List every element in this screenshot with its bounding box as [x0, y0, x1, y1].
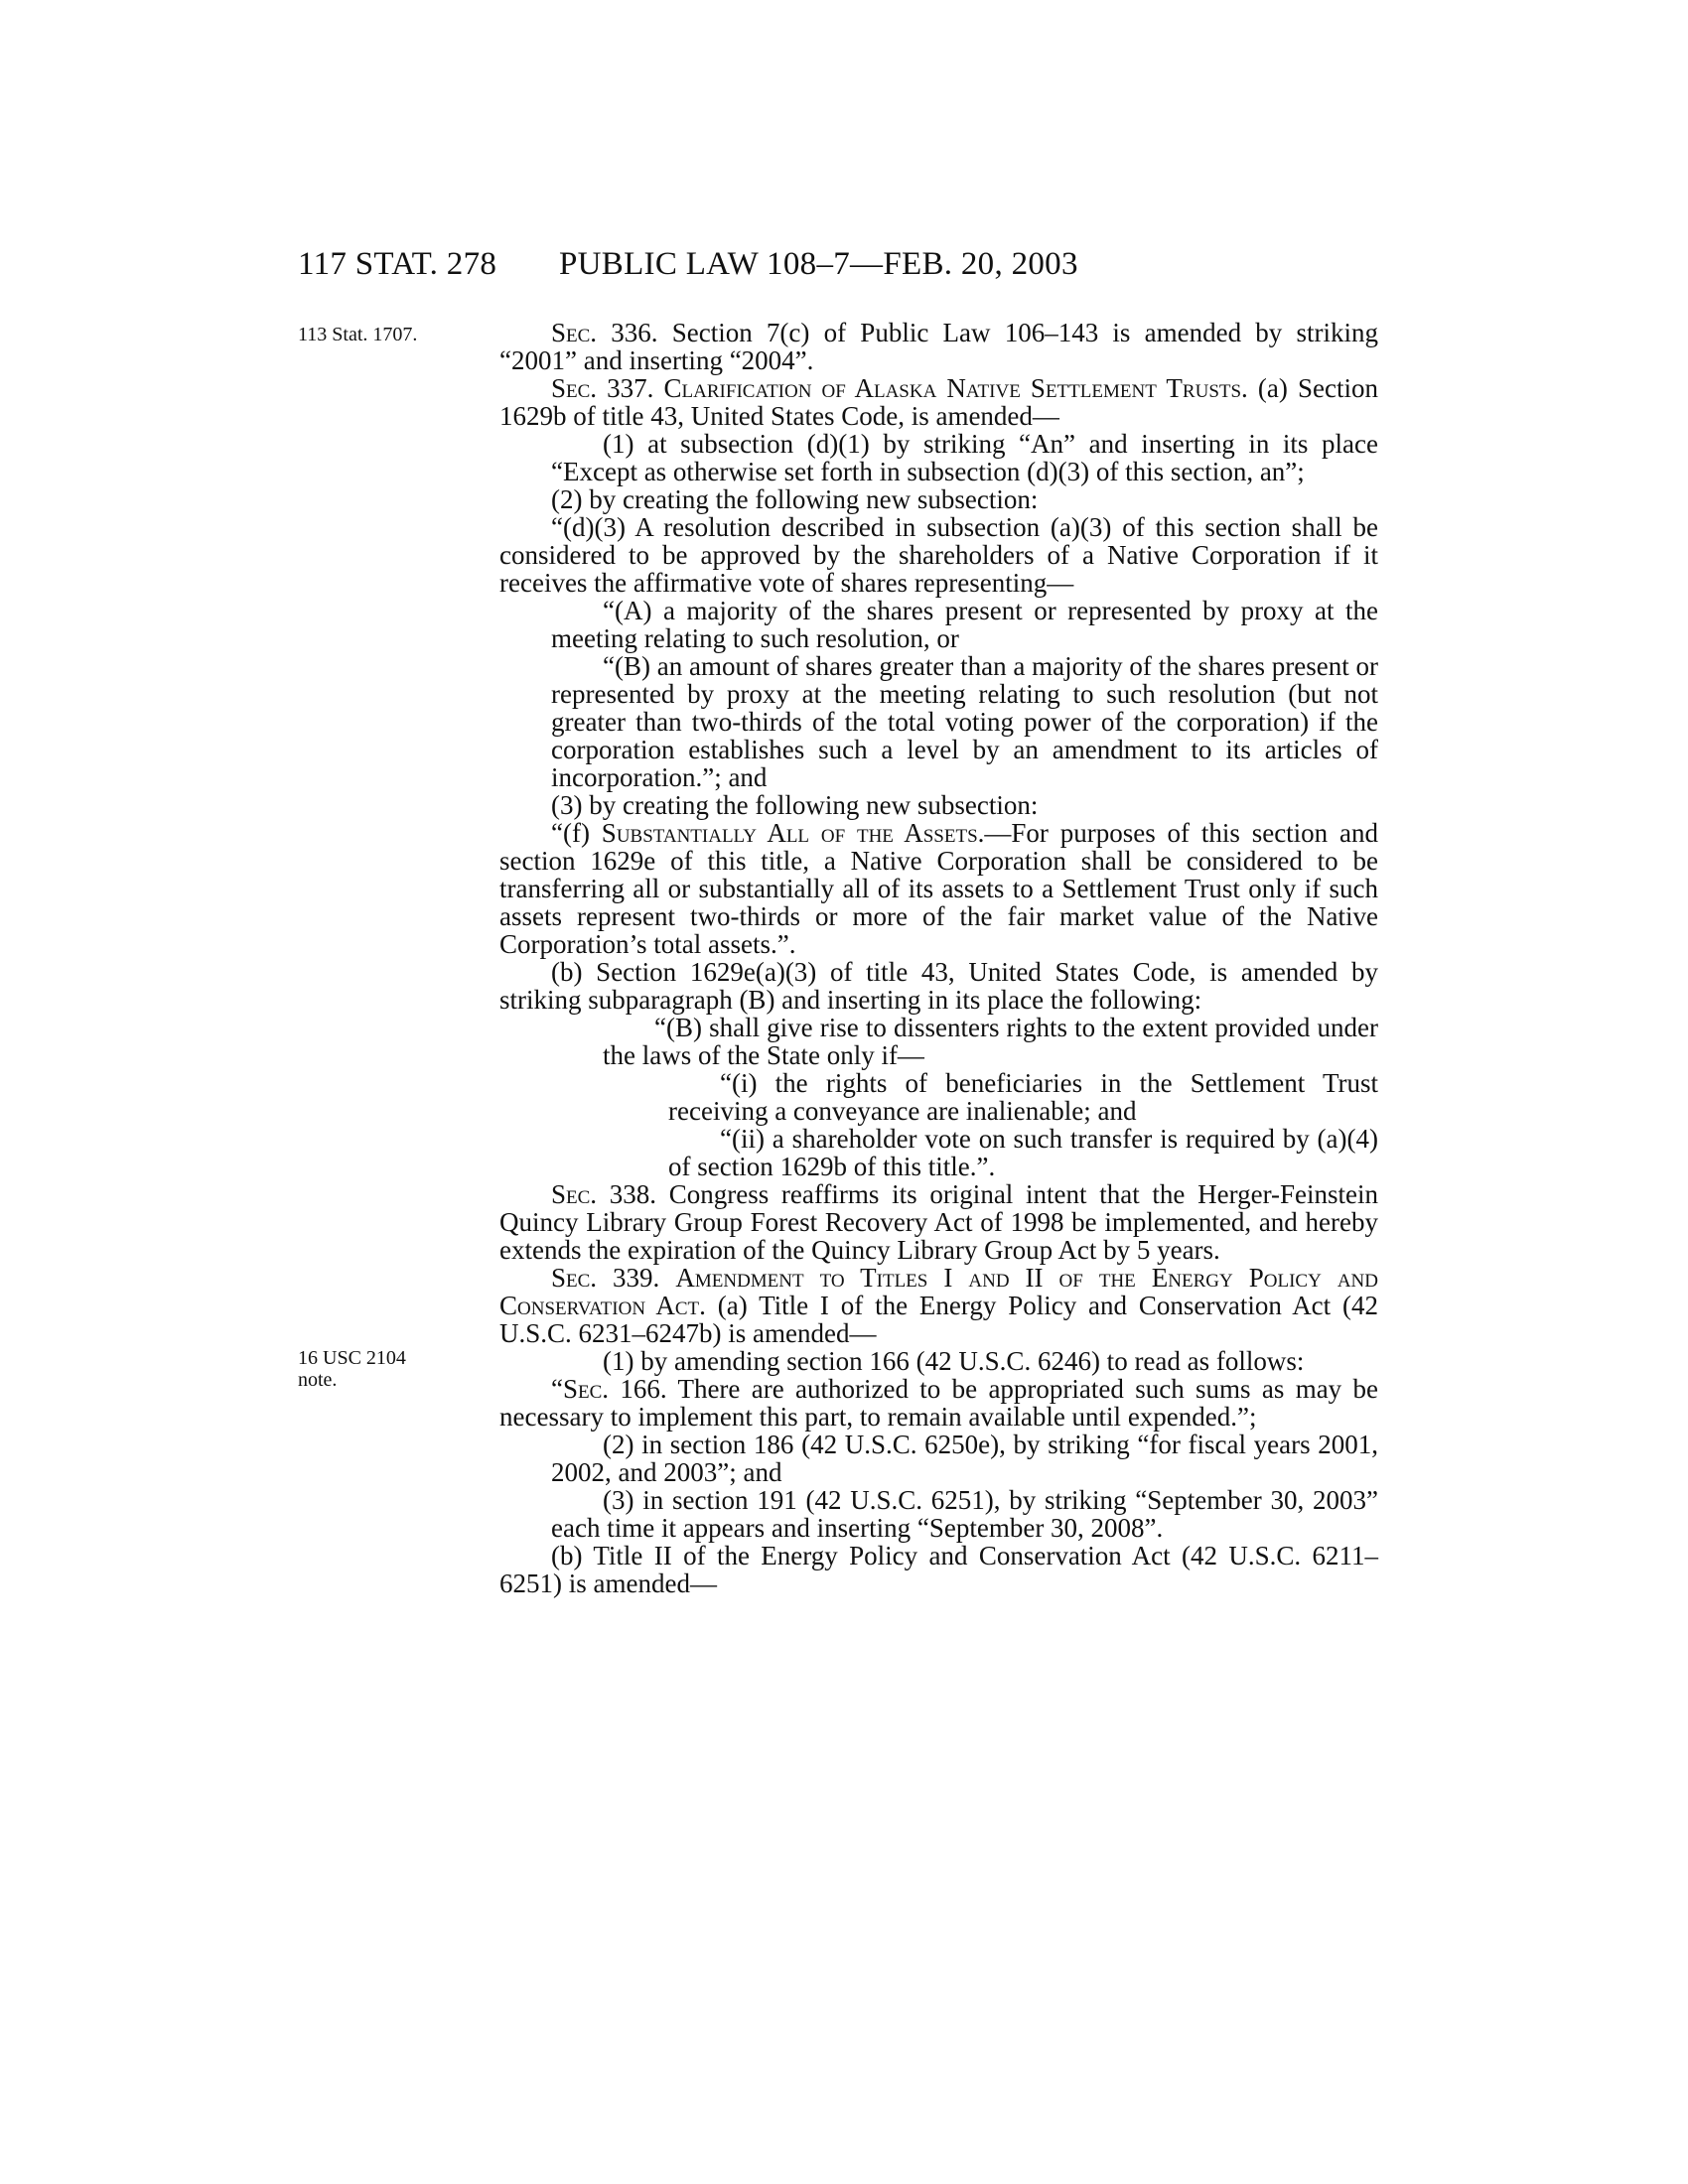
- paragraph: [499, 1375, 1378, 1431]
- clause: “(i) the rights of beneficiaries in the Settlement Trust receiving a conveyance are inalienable; and: [668, 1068, 1378, 1126]
- page-stat-citation: 117 STAT. 278: [298, 246, 497, 282]
- section-label: Sec. 339.: [551, 1263, 660, 1293]
- section-heading: Clarification of Alaska Native Settlement Trusts.: [663, 373, 1248, 403]
- document-body: [499, 319, 1378, 1597]
- paragraph: (b) Section 1629e(a)(3) of title 43, United States Code, is amended by striking subparagraph (B) and inserting in its place the following:: [499, 957, 1378, 1015]
- paragraph: (b) Title II of the Energy Policy and Conservation Act (42 U.S.C. 6211–6251) is amended—: [499, 1541, 1378, 1598]
- paragraph: (3) by creating the following new subsection:: [551, 790, 1039, 820]
- text: “(f): [551, 818, 602, 848]
- paragraph: [499, 819, 1378, 958]
- section-text: (a) Title I of the Energy Policy and Conservation Act (42 U.S.C. 6231–6247b) is amended—: [499, 1291, 1378, 1348]
- section-label: Sec. 337.: [551, 373, 654, 403]
- section-label: Sec. 338.: [551, 1179, 657, 1209]
- paragraph: (3) in section 191 (42 U.S.C. 6251), by striking “September 30, 2003” each time it appears and inserting “September 30, 2008”.: [551, 1485, 1378, 1543]
- section-text: (a) Section 1629b of title 43, United States Code, is amended—: [499, 373, 1379, 431]
- margin-note-stat-reference: 113 Stat. 1707.: [298, 324, 418, 345]
- paragraph: (2) by creating the following new subsection:: [551, 484, 1039, 514]
- section-text: Section 7(c) of Public Law 106–143 is amended by striking “2001” and inserting “2004”.: [499, 318, 1379, 375]
- subparagraph: “(A) a majority of the shares present or represented by proxy at the meeting relating to such resolution, or: [551, 596, 1378, 653]
- paragraph: (2) in section 186 (42 U.S.C. 6250e), by striking “for fiscal years 2001, 2002, and 2003”; and: [551, 1430, 1378, 1487]
- section-label: Sec. 166.: [562, 1374, 667, 1404]
- section-label: Sec. 336.: [551, 318, 658, 347]
- section-text: Congress reaffirms its original intent that the Herger-Feinstein Quincy Library Group Forest Recovery Act of 1998 be implemented, and hereby extends the expiration of the Quincy Library Group Act by 5 years.: [499, 1179, 1379, 1265]
- page-running-title: PUBLIC LAW 108–7—FEB. 20, 2003: [559, 246, 1078, 282]
- text: There are authorized to be appropriated such sums as may be necessary to implement this part, to remain available until expended.”;: [499, 1374, 1378, 1432]
- margin-note-line: note.: [298, 1369, 338, 1391]
- subparagraph: “(B) shall give rise to dissenters rights to the extent provided under the laws of the State only if—: [603, 1013, 1378, 1070]
- paragraph: “(d)(3) A resolution described in subsection (a)(3) of this section shall be considered to be approved by the shareholders of a Native Corporation if it receives the affirmative vote of shares representing—: [499, 512, 1378, 598]
- clause: “(ii) a shareholder vote on such transfer is required by (a)(4) of section 1629b of this title.”.: [668, 1124, 1378, 1181]
- section-heading: Amendment to Titles I and II of the Energy Policy and Conservation Act.: [499, 1263, 1379, 1320]
- section-338: [499, 1180, 1378, 1264]
- subparagraph: “(B) an amount of shares greater than a majority of the shares present or represented by proxy at the meeting relating to such resolution (but not greater than two-thirds of the total voting power of the corporation) if the corporation establishes such a level by an amendment to its articles of incorporation.”; and: [551, 651, 1378, 792]
- section-336: [499, 319, 1378, 374]
- text: “: [551, 1374, 563, 1404]
- paragraph: (1) by amending section 166 (42 U.S.C. 6246) to read as follows:: [603, 1346, 1305, 1376]
- margin-note-line: 16 USC 2104: [298, 1347, 406, 1369]
- section-339: [499, 1264, 1378, 1347]
- text: —For purposes of this section and section 1629e of this title, a Native Corporation shall be considered to be transferring all or substantially all of its assets to a Settlement Trust only if such assets represent two-thirds or more of the fair market value of the Native Corporation’s total assets.”.: [499, 818, 1378, 959]
- subsection-heading: Substantially All of the Assets.: [601, 818, 985, 848]
- section-337: [499, 374, 1378, 430]
- paragraph: (1) at subsection (d)(1) by striking “An” and inserting in its place “Except as otherwise set forth in subsection (d)(3) of this section, an”;: [551, 429, 1378, 486]
- margin-note-usc-reference: [298, 1347, 457, 1391]
